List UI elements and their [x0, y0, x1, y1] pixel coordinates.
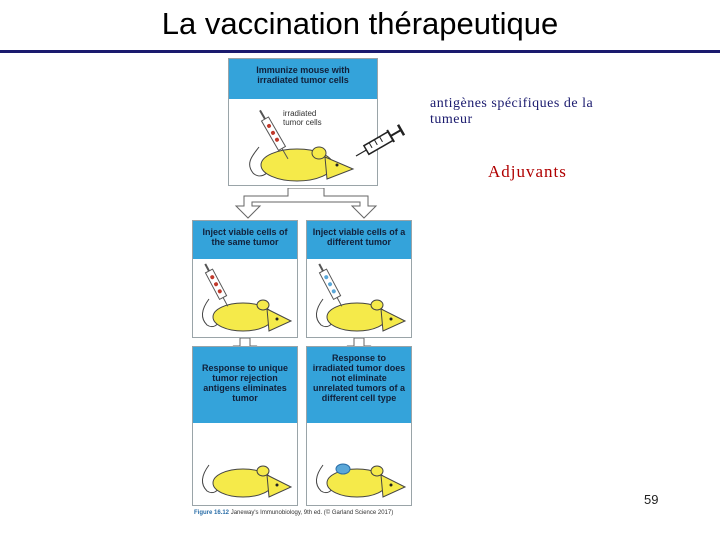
mouse-with-tumor-illustration: [307, 423, 411, 505]
page-number: 59: [644, 492, 659, 507]
slide-title: La vaccination thérapeutique: [161, 6, 559, 41]
caption-figure-number: Figure 16.12: [194, 510, 230, 516]
mouse-different-tumor-illustration: [307, 259, 411, 337]
adjuvants-annotation: Adjuvants: [488, 162, 567, 181]
panel-tumor-eliminated: [192, 346, 298, 506]
panel-tumor-persists: [306, 346, 412, 506]
antigens-annotation: antigènes spécifiques de la tumeur: [430, 96, 594, 127]
figure-caption: [194, 510, 393, 516]
panel-immunize-header: Immunize mouse with irradiated tumor cells: [229, 59, 377, 99]
title-divider: [0, 50, 720, 53]
panel-tumor-eliminated-header: Response to unique tumor rejection antigens eliminates tumor: [193, 347, 297, 423]
panel-same-tumor-header: Inject viable cells of the same tumor: [193, 221, 297, 259]
syringe-red-icon: [202, 262, 232, 308]
panel-different-tumor-header: Inject viable cells of a different tumor: [307, 221, 411, 259]
irradiated-cells-label: irradiated tumor cells: [283, 109, 322, 127]
panel-same-tumor: [192, 220, 298, 338]
panel-tumor-persists-header: Response to irradiated tumor does not eliminate unrelated tumors of a different cell type: [307, 347, 411, 423]
mouse-same-tumor-illustration: [193, 259, 297, 337]
adjuvant-syringe-icon: [352, 118, 416, 162]
caption-source: Janeway's Immunobiology, 9th ed. (© Garland Science 2017): [230, 510, 394, 516]
syringe-blue-icon: [316, 262, 346, 308]
mouse-no-tumor-illustration: [193, 423, 297, 505]
tumor-blue-icon: [336, 464, 350, 474]
split-arrow: [192, 188, 420, 222]
panel-different-tumor: [306, 220, 412, 338]
mouse-icon: [250, 147, 353, 181]
